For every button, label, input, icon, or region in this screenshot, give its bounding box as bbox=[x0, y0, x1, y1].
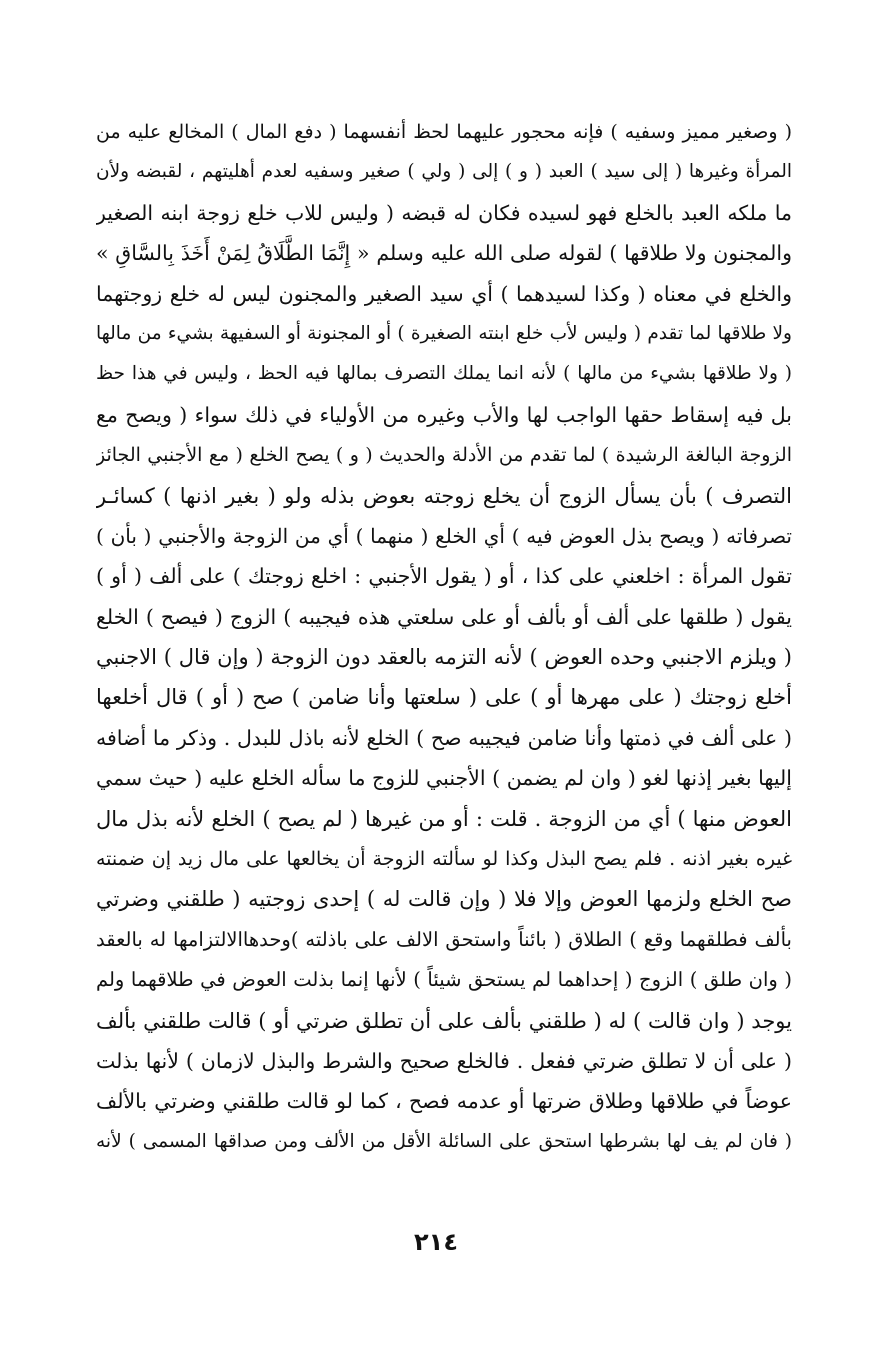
page-number: ٢١٤ bbox=[414, 1228, 458, 1256]
text-line: تصرفاته ( ويصح بذل العوض فيه ) أي الخلع ( منهما ) أي من الزوجة والأجنبي ( بأن ) bbox=[96, 523, 792, 548]
text-line: بألف فطلقهما وقع ) الطلاق ( بائناً واستحق الالف على باذلته )وحدهاالالتزامها له بالعقد bbox=[96, 927, 792, 951]
text-line: العوض منها ) أي من الزوجة . قلت : أو من غيرها ( لم يصح ) الخلع لأنه بذل مال bbox=[96, 806, 792, 831]
text-line: يوجد ( وان قالت ) له ( طلقني بألف على أن تطلق ضرتي أو ) قالت طلقني بألف bbox=[96, 1008, 792, 1033]
text-line: أخلع زوجتك ( على مهرها أو ) على ( سلعتها وأنا ضامن ) صح ( أو ) قال أخلعها bbox=[96, 685, 792, 710]
text-line: ما ملكه العبد بالخلع فهو لسيده فكان له قبضه ( وليس للاب خلع زوجة ابنه الصغير bbox=[96, 200, 792, 225]
text-line: والمجنون ولا طلاقها ) لقوله صلى الله عليه وسلم « إِنَّمَا الطَّلَاقُ لِمَنْ أَخَذَ بِالسَّاقِ » bbox=[96, 241, 792, 266]
text-line: الزوجة البالغة الرشيدة ) لما تقدم من الأدلة والحديث ( و ) يصح الخلع ( مع الأجنبي الجائز bbox=[96, 444, 792, 467]
text-line: ( وان طلق ) الزوج ( إحداهما لم يستحق شيئاً ) لأنها إنما بذلت العوض في طلاقهما ولم bbox=[96, 968, 792, 992]
text-line: ( على ألف في ذمتها وأنا ضامن فيجيبه صح ) الخلع لأنه باذل للبدل . وذكر ما أضافه bbox=[96, 725, 792, 750]
text-line: عوضاً في طلاقها وطلاق ضرتها أو عدمه فصح ، كما لو قالت طلقني وضرتي بالألف bbox=[96, 1089, 792, 1114]
text-line: والخلع في معناه ( وكذا لسيدهما ) أي سيد الصغير والمجنون ليس له خلع زوجتهما bbox=[96, 281, 792, 306]
text-line: بل فيه إسقاط حقها الواجب لها والأب وغيره من الأولياء في ذلك سواء ( ويصح مع bbox=[96, 402, 792, 427]
text-line: ( وصغير مميز وسفيه ) فإنه محجور عليهما لحظ أنفسهما ( دفع المال ) المخالع عليه من bbox=[96, 121, 792, 143]
text-line: تقول المرأة : اخلعني على كذا ، أو ( يقول الأجنبي : اخلع زوجتك ) على ألف ( أو ) bbox=[96, 564, 792, 589]
text-line: المرأة وغيرها ( إلى سيد ) العبد ( و ) إلى ( ولي ) صغير وسفيه لعدم أهليتهم ، لقبضه ولأن bbox=[96, 161, 792, 183]
text-line: ( فان لم يف لها بشرطها استحق على السائلة الأقل من الألف ومن صداقها المسمى ) لأنه bbox=[96, 1130, 792, 1152]
text-line: غيره بغير اذنه . فلم يصح البذل وكذا لو سألته الزوجة أن يخالعها على مال زيد إن ضمنته bbox=[96, 848, 792, 871]
text-line: ولا طلاقها لما تقدم ( وليس لأب خلع ابنته الصغيرة ) أو المجنونة أو السفيهة بشيء من مالها bbox=[96, 322, 792, 344]
text-line: ( ولا طلاقها بشيء من مالها ) لأنه انما يملك التصرف بمالها فيه الحظ ، وليس في هذا حظ bbox=[96, 363, 792, 385]
text-line: التصرف ) بأن يسأل الزوج أن يخلع زوجته بعوض بذله ولو ( بغير اذنها ) كسائـر bbox=[96, 483, 792, 508]
text-line: ( على أن لا تطلق ضرتي ففعل . فالخلع صحيح والشرط والبذل لازمان ) لأنها بذلت bbox=[96, 1048, 792, 1073]
text-line: صح الخلع ولزمها العوض وإلا فلا ( وإن قالت له ) إحدى زوجتيه ( طلقني وضرتي bbox=[96, 887, 792, 912]
body-text bbox=[96, 112, 792, 1162]
text-line: يقول ( طلقها على ألف أو بألف أو على سلعتي هذه فيجيبه ) الزوج ( فيصح ) الخلع bbox=[96, 604, 792, 629]
text-line: ( ويلزم الاجنبي وحده العوض ) لأنه التزمه بالعقد دون الزوجة ( وإن قال ) الاجنبي bbox=[96, 645, 792, 670]
text-line: إليها بغير إذنها لغو ( وان لم يضمن ) الأجنبي للزوج ما سأله الخلع عليه ( حيث سمي bbox=[96, 766, 792, 791]
